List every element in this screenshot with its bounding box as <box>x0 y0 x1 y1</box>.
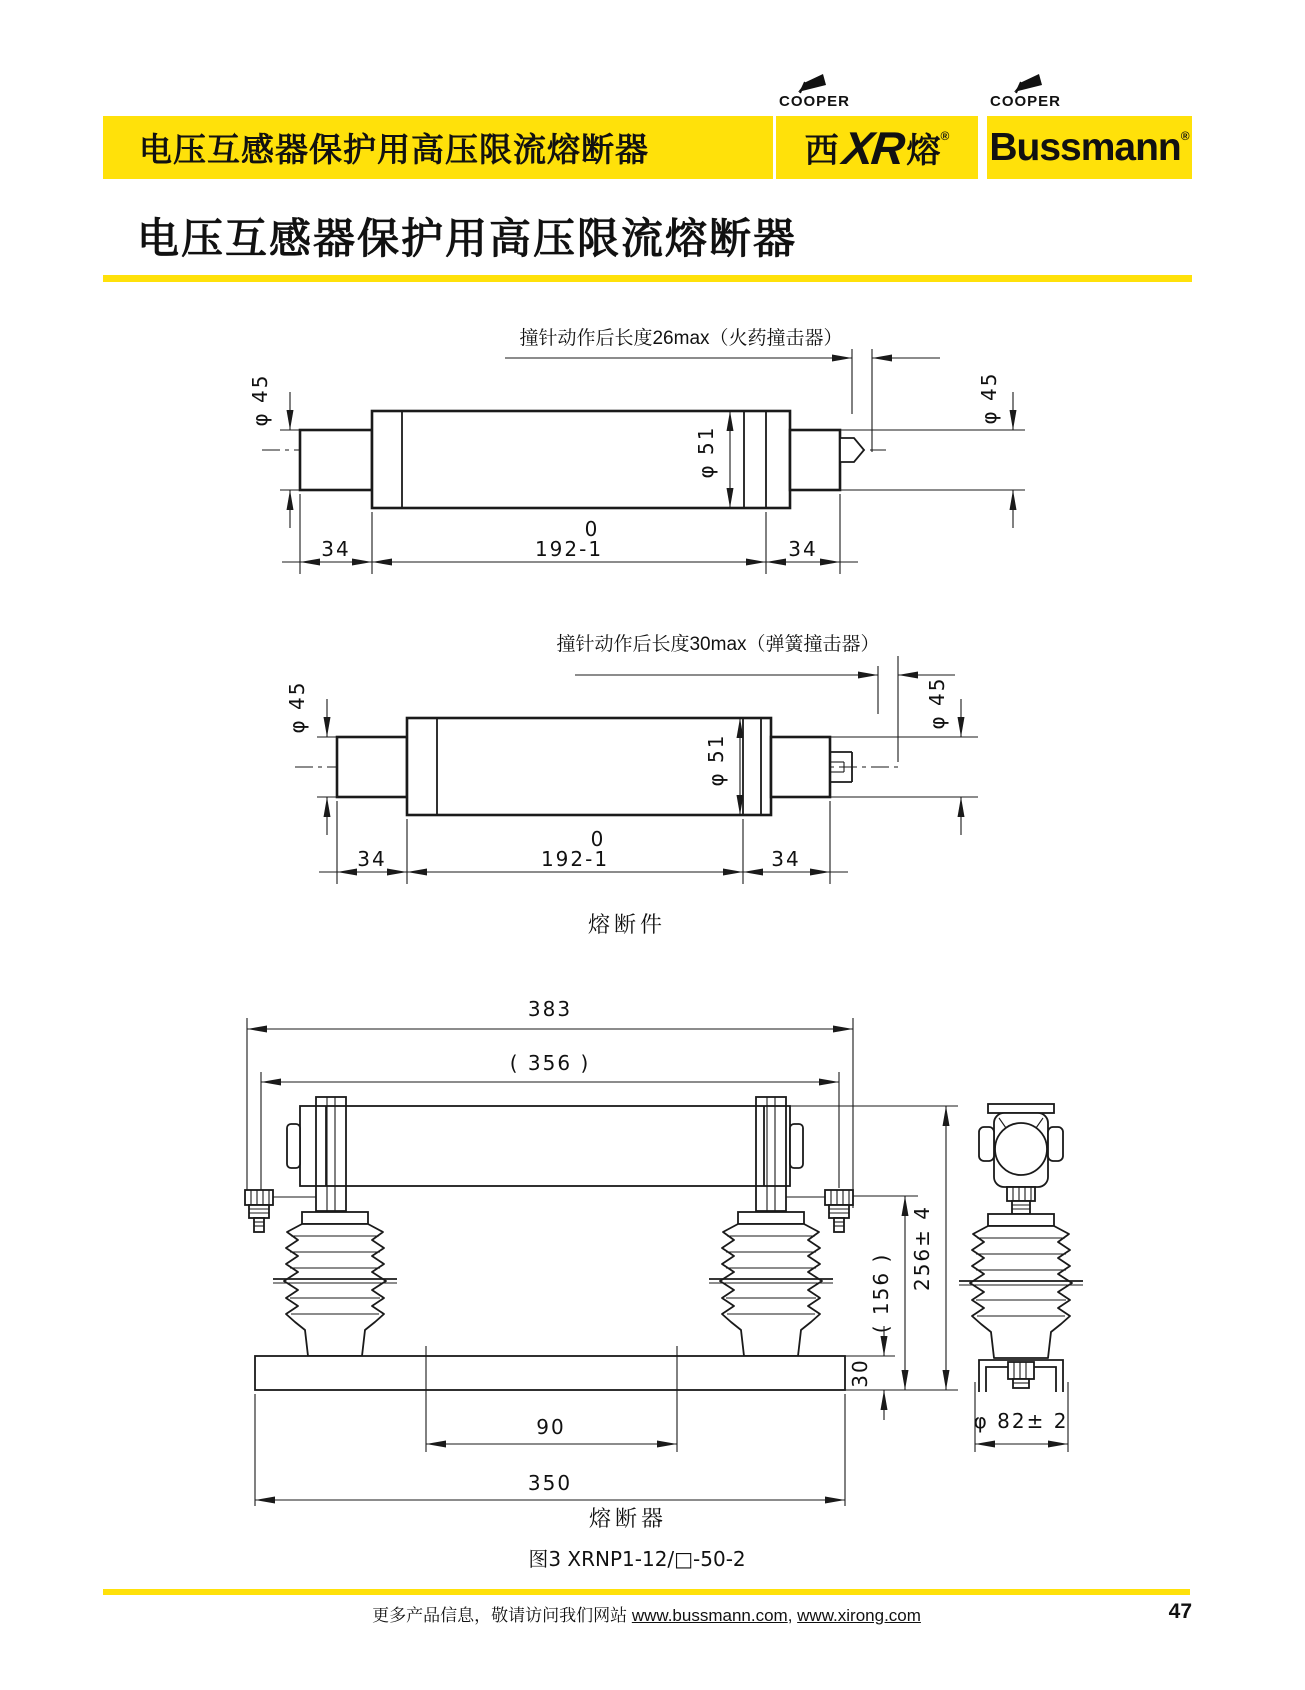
dia-45-right: φ 45 <box>925 676 949 730</box>
dim-90: 90 <box>536 1415 566 1439</box>
end-cap-left <box>337 737 407 797</box>
clamp-top-plate <box>988 1104 1054 1113</box>
clamp-bolt <box>1007 1187 1035 1214</box>
bracket-bolt <box>1008 1362 1034 1388</box>
cooper-flag-icon <box>1012 72 1052 94</box>
dim-30: 30 <box>848 1358 872 1388</box>
dim-383: 383 <box>527 997 573 1021</box>
dia-45-right: φ 45 <box>977 371 1001 425</box>
figure-fuse-element-powder <box>248 327 1025 574</box>
insulator-side <box>959 1226 1083 1358</box>
registered-mark-icon: ® <box>940 128 950 143</box>
banner-title: 电压互感器保护用高压限流熔断器 <box>139 131 649 168</box>
dim-356: ( 356 ) <box>509 1051 591 1075</box>
fuse-body <box>372 411 790 508</box>
end-cap-right <box>790 430 840 490</box>
dim-350: 350 <box>527 1471 573 1495</box>
insulator-cap-right <box>738 1212 804 1224</box>
base-plate <box>255 1356 845 1390</box>
dim-34-right: 34 <box>788 537 818 561</box>
dim-156: ( 156 ) <box>869 1252 893 1334</box>
xirong-logo-xi: 西 <box>804 132 839 170</box>
technical-drawings <box>0 280 1305 1590</box>
dim-dia-82: φ 82± 2 <box>973 1409 1069 1433</box>
end-cap-right <box>771 737 830 797</box>
dia-51: φ 51 <box>704 733 728 787</box>
element-caption: 熔断件 <box>587 912 667 937</box>
terminal-bolt-right <box>825 1190 853 1232</box>
figure-caption: 图3 XRNP1-12/□-50-2 <box>528 1547 746 1571</box>
len-upper-tolerance: 0 <box>584 517 600 541</box>
insulator-left <box>273 1224 397 1356</box>
dim-192: 192-1 <box>534 537 604 561</box>
dia-51: φ 51 <box>694 425 718 479</box>
dim-256: 256± 4 <box>910 1204 934 1292</box>
insulator-cap <box>988 1214 1054 1226</box>
striker-note: 撞针动作后长度26max（火药撞击器） <box>519 328 843 349</box>
end-cap-left <box>300 430 372 490</box>
figure-fuse-element-spring <box>285 633 978 884</box>
tube-end-fitting-right <box>790 1124 803 1168</box>
fuse-tube-end-view <box>995 1123 1047 1175</box>
dim-192: 192-1 <box>540 847 610 871</box>
bussmann-url: www.bussmann.com <box>631 1606 788 1625</box>
url-separator: , <box>787 1606 798 1625</box>
page-number: 47 <box>1168 1600 1192 1623</box>
xirong-url: www.xirong.com <box>797 1606 921 1625</box>
fuse-tube <box>300 1106 790 1186</box>
header-banner <box>103 116 773 179</box>
fuse-caption: 熔断器 <box>588 1506 668 1531</box>
footer-note-text: 更多产品信息，敬请访问我们网站 <box>372 1606 632 1625</box>
dim-34-left: 34 <box>357 847 387 871</box>
footer-note <box>103 1601 1190 1626</box>
dim-34-left: 34 <box>321 537 351 561</box>
cooper-label-xr: COOPER <box>779 93 851 110</box>
striker-note: 撞针动作后长度30max（弹簧撞击器） <box>556 634 880 655</box>
cooper-label-bussmann: COOPER <box>990 93 1062 110</box>
dia-45-left: φ 45 <box>285 680 309 734</box>
page-title: 电压互感器保护用高压限流熔断器 <box>137 215 798 262</box>
xirong-logo-xr-mark: XR <box>839 121 906 174</box>
terminal-bolt-left <box>245 1190 273 1232</box>
xirong-logo <box>776 116 978 179</box>
dia-45-left: φ 45 <box>248 373 272 427</box>
len-upper-tolerance: 0 <box>590 827 606 851</box>
insulator-cap-left <box>302 1212 368 1224</box>
striker-pin-tip <box>840 438 864 462</box>
tube-end-fitting-left <box>287 1124 300 1168</box>
cooper-flag-icon <box>796 72 836 94</box>
side-view <box>959 1104 1083 1452</box>
bussmann-logo-name: Bussmann <box>989 125 1181 169</box>
insulator-right <box>709 1224 833 1356</box>
dim-34-right: 34 <box>771 847 801 871</box>
bussmann-logo <box>987 116 1192 179</box>
xirong-logo-rong: 熔 <box>906 132 941 170</box>
footer-rule <box>103 1589 1190 1595</box>
registered-mark-icon: ® <box>1180 128 1190 143</box>
figure-fuse-assembly <box>245 997 1083 1571</box>
